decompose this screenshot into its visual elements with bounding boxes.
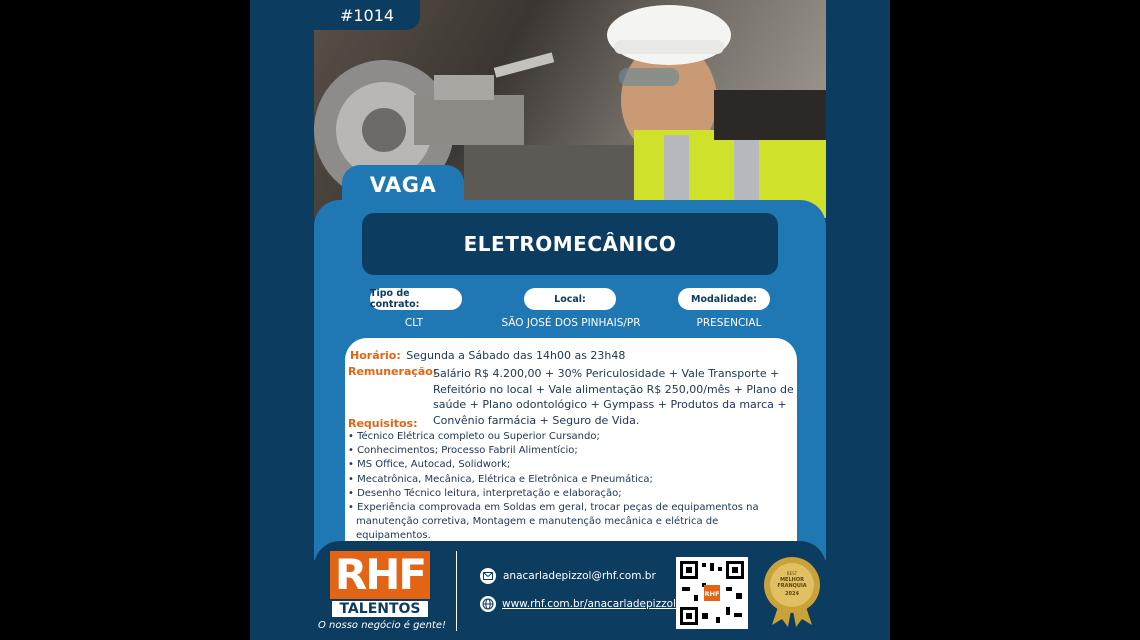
website-link[interactable]: www.rhf.com.br/anacarladepizzol [502,598,676,610]
tagline: O nosso negócio é gente! [318,620,447,631]
qr-center-text: RHF [704,590,720,598]
schedule-value: Segunda a Sábado das 14h00 as 23h48 [406,349,626,362]
pay-line: Refeitório no local + Vale alimentação R$ 250,00/mês + Plano de [433,382,794,396]
schedule-label: Horário: [350,349,401,362]
award-seal [762,555,822,627]
requirements-label: Requisitos: [348,417,418,430]
location-value: SÃO JOSÉ DOS PINHAIS/PR [501,317,641,329]
globe-icon [480,596,496,612]
qr-code[interactable] [676,557,748,629]
vaga-tab: VAGA [342,165,464,205]
job-poster [250,0,890,640]
list-item: equipamentos. [356,530,431,542]
email-icon [480,568,496,584]
award-medal-icon [762,555,822,627]
modality-label: Modalidade: [678,288,770,310]
logo-talentos-text: TALENTOS [332,601,428,617]
modality-value: PRESENCIAL [696,317,762,329]
details-card [345,338,797,548]
job-title: ELETROMECÂNICO [362,213,778,275]
footer-divider [456,551,457,631]
pay-details [433,366,794,428]
list-item: • MS Office, Autocad, Solidwork; [348,459,511,471]
contract-type-value: CLT [404,317,424,329]
footer [314,541,826,640]
pay-line: Salário R$ 4.200,00 + 30% Periculosidade + Vale Transporte + [433,367,780,380]
job-id-badge: #1014 [314,0,420,30]
list-item: • Experiência comprovada em Soldas em geral, trocar peças de equipamentos na [348,502,759,514]
pay-label: Remuneração: [348,365,438,378]
list-item: • Desenho Técnico leitura, interpretação e elaboração; [348,487,622,499]
pay-line: saúde + Plano odontológico + Gympass + Produtos da marca + [433,398,787,411]
rhf-logo [330,551,430,617]
list-item: • Conhecimentos; Processo Fabril Alimentício; [348,445,578,457]
award-text-3: FRANQUIA [777,583,807,589]
list-item: • Técnico Elétrica completo ou Superior Cursando; [348,431,600,442]
list-item: manutenção corretiva, Montagem e manutenção mecânica e elétrica de [356,516,719,528]
pay-line: Convênio farmácia + Seguro de Vida. [433,413,640,427]
location-label: Local: [524,288,616,310]
logo-rhf-text: RHF [330,551,430,599]
award-text-2: MELHOR [780,577,804,583]
qr-code-icon [676,557,748,629]
contract-type-label: Tipo de contrato: [370,288,462,310]
list-item: • Mecatrônica, Mecânica, Elétrica e Eletrônica e Pneumática; [348,473,653,485]
award-text-1: BEST [786,571,798,576]
requirements-list [348,430,759,544]
award-text-4: 2024 [785,591,799,597]
email-link[interactable]: anacarladepizzol@rhf.com.br [503,570,656,582]
schedule-row [350,349,625,362]
